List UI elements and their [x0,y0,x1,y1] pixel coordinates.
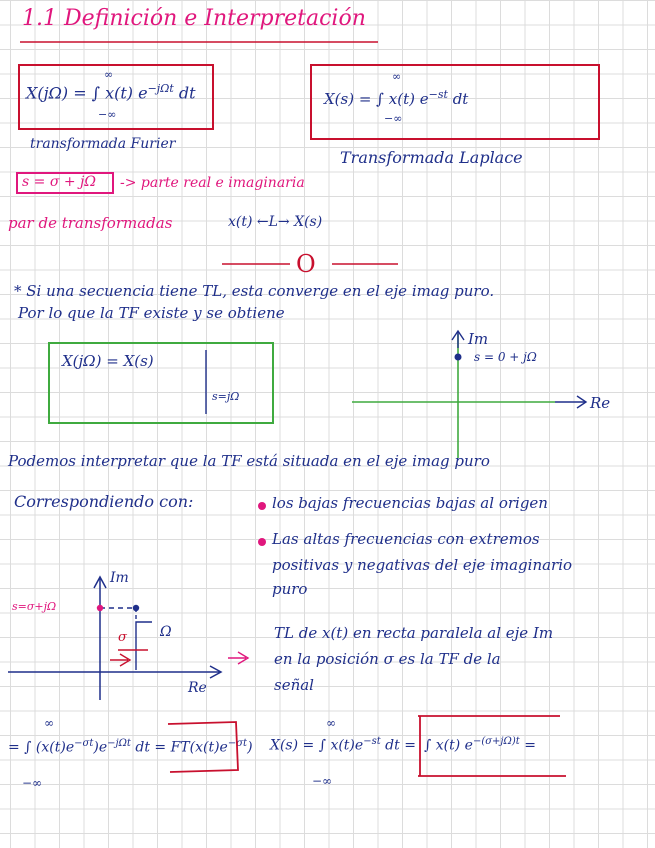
eq-left-dt: dt [135,739,150,756]
fourier-dt: dt [178,83,196,103]
laplace-dt: dt [452,90,469,108]
plane-2-point-label: s=σ+jΩ [12,600,57,613]
s-definition-note: -> parte real e imaginaria [120,175,305,191]
eq-left-lhs: = ∫ (x(t)e [8,739,75,756]
laplace-exponent: −st [428,88,448,101]
laplace-upper-limit: ∞ [392,70,402,83]
tl-text-line-3: señal [274,676,314,694]
s-definition: s = σ + jΩ [22,174,96,190]
bullet-2-line-1: Las altas frecuencias con extremos [272,530,540,548]
transform-pair-label: par de transformadas [8,214,173,232]
eq-left-lower-limit: −∞ [22,776,43,790]
page-title: 1.1 Definición e Interpretación [22,6,366,31]
laplace-caption: Transformada Laplace [340,148,523,167]
tf-from-tl-subscript: s=jΩ [212,390,240,403]
eq-left-upper-limit: ∞ [44,716,54,730]
plane-1-im-label: Im [468,330,489,348]
eq-right-upper-limit: ∞ [326,716,336,730]
fourier-caption: transformada Furier [30,136,176,152]
plane-1-point-label: s = 0 + jΩ [474,350,537,364]
plane-2-sigma-label: σ [118,630,127,645]
laplace-formula-text: X(s) = ∫ x(t) e [324,90,429,108]
eq-right-exp-2: −(σ+jΩ)t [472,736,520,747]
eq-left-close: ) [247,739,253,756]
tl-text-line-1: TL de x(t) en recta paralela al eje Im [274,624,554,642]
eq-right-lower-limit: −∞ [312,774,333,788]
fourier-lower-limit: −∞ [98,108,117,121]
correspond-label: Correspondiendo con: [14,492,194,511]
bullet-1-text: los bajas frecuencias bajas al origen [272,494,548,512]
eq-left-mid: )e [93,739,108,756]
paragraph-2: Podemos interpretar que la TF está situada en el eje imag puro [8,452,490,470]
transform-pair-expr: x(t) ←L→ X(s) [228,214,323,230]
laplace-lower-limit: −∞ [384,112,403,125]
plane-2-im-label: Im [110,570,129,586]
eq-right-dt: dt = [385,737,416,754]
plane-2-re-label: Re [188,680,207,696]
eq-left-exp-3: −σt [227,738,248,749]
plane-2-omega-label: Ω [160,624,172,640]
plane-1-re-label: Re [590,394,611,412]
bullet-2-line-2: positivas y negativas del eje imaginario [272,556,573,574]
eq-left-exp-1: −σt [74,738,94,749]
eq-right-exp-1: −st [363,736,381,747]
eq-right-rhs [424,736,536,754]
eq-right-rhs-text: ∫ x(t) e [424,737,473,754]
bullet-2-line-3: puro [272,580,308,598]
tl-text-line-2: en la posición σ es la TF de la [274,650,501,668]
eq-left-rhs: = FT(x(t)e [154,739,228,756]
separator-symbol: O [296,250,316,278]
eq-left-exp-2: −jΩt [107,738,131,749]
eq-right-tail: = [524,737,536,754]
fourier-formula-text: X(jΩ) = ∫ x(t) e [26,83,148,103]
fourier-upper-limit: ∞ [104,68,114,81]
eq-right-lhs: X(s) = ∫ x(t)e [270,737,364,754]
tf-from-tl-expr: X(jΩ) = X(s) [62,352,154,370]
fourier-exponent: −jΩt [147,82,174,95]
paragraph-1-line-2: Por lo que la TF existe y se obtiene [18,304,285,322]
paragraph-1-line-1: * Si una secuencia tiene TL, esta converge en el eje imag puro. [14,282,495,300]
